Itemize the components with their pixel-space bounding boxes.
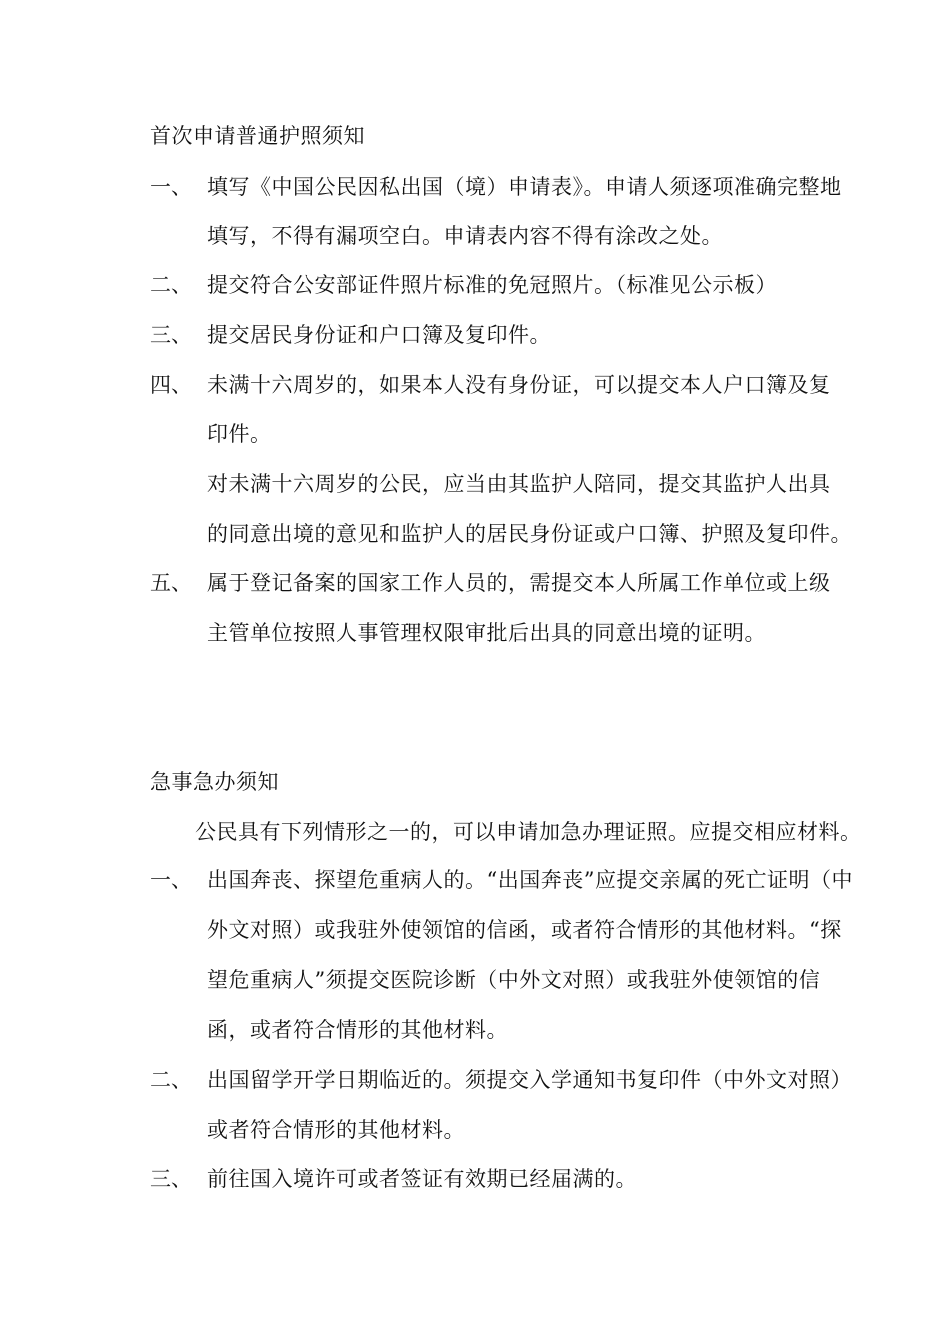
section1-item1-marker: 一、 <box>150 175 192 199</box>
section2-item1-marker: 一、 <box>150 868 192 892</box>
section1-title: 首次申请普通护照须知 <box>150 124 365 148</box>
section2-intro: 公民具有下列情形之一的，可以申请加急办理证照。应提交相应材料。 <box>195 820 862 844</box>
section1-item4-marker: 四、 <box>150 373 192 397</box>
section1-item5-marker: 五、 <box>150 571 192 595</box>
section1-item5-line2: 主管单位按照人事管理权限审批后出具的同意出境的证明。 <box>207 621 766 645</box>
section1-item3-line1: 提交居民身份证和户口簿及复印件。 <box>207 323 551 347</box>
section1-item4-line1: 未满十六周岁的，如果本人没有身份证，可以提交本人户口簿及复 <box>207 373 831 397</box>
section2-item2-line1: 出国留学开学日期临近的。须提交入学通知书复印件（中外文对照） <box>207 1068 852 1092</box>
section2-item2-line2: 或者符合情形的其他材料。 <box>207 1118 465 1142</box>
section2-title: 急事急办须知 <box>150 770 279 794</box>
section1-item5-line1: 属于登记备案的国家工作人员的，需提交本人所属工作单位或上级 <box>207 571 831 595</box>
section1-item2-marker: 二、 <box>150 273 192 297</box>
section2-item1-line1: 出国奔丧、探望危重病人的。“出国奔丧”应提交亲属的死亡证明（中 <box>207 868 853 892</box>
section1-item2-line1: 提交符合公安部证件照片标准的免冠照片。（标准见公示板） <box>207 273 777 297</box>
section2-item2-marker: 二、 <box>150 1068 192 1092</box>
section2-item3-marker: 三、 <box>150 1167 192 1191</box>
section1-item3-marker: 三、 <box>150 323 192 347</box>
section2-item3-line1: 前往国入境许可或者签证有效期已经届满的。 <box>207 1167 637 1191</box>
section2-item1-line4: 函，或者符合情形的其他材料。 <box>207 1018 508 1042</box>
section1-item1-line2: 填写，不得有漏项空白。申请表内容不得有涂改之处。 <box>207 224 723 248</box>
section1-item1-line1: 填写《中国公民因私出国（境）申请表》。申请人须逐项准确完整地 <box>207 175 842 199</box>
section2-item1-line2: 外文对照）或我驻外使领馆的信函，或者符合情形的其他材料。“探 <box>207 918 842 942</box>
section2-item1-line3: 望危重病人”须提交医院诊断（中外文对照）或我驻外使领馆的信 <box>207 968 821 992</box>
section1-item4-line2: 印件。 <box>207 422 272 446</box>
section1-item4-line4: 的同意出境的意见和监护人的居民身份证或户口簿、护照及复印件。 <box>207 522 852 546</box>
section1-item4-line3: 对未满十六周岁的公民，应当由其监护人陪同，提交其监护人出具 <box>207 472 831 496</box>
